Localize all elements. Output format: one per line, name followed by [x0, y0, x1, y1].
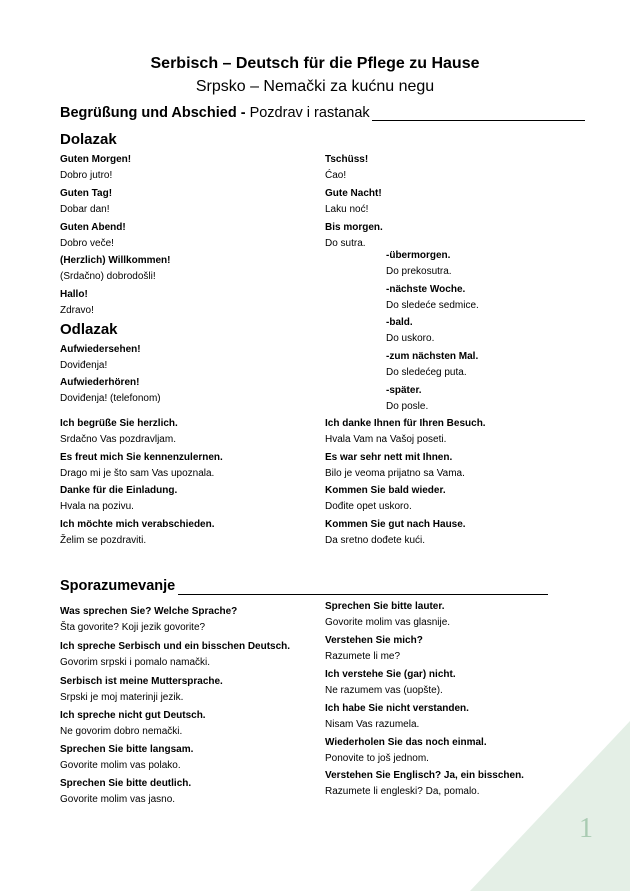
subheading-dolazak: Dolazak	[60, 131, 117, 148]
phrase-de: Ich habe Sie nicht verstanden.	[325, 703, 469, 714]
phrase-sr: Govorite molim vas jasno.	[60, 794, 176, 805]
list-item	[60, 674, 320, 706]
list-item	[325, 735, 585, 767]
phrase-sr: Dobro jutro!	[60, 170, 113, 181]
list-item	[60, 742, 320, 774]
list-item	[325, 667, 585, 699]
list-item	[325, 416, 585, 448]
phrase-sr: Bilo je veoma prijatno sa Vama.	[325, 468, 465, 479]
phrase-sr: Srdačno Vas pozdravljam.	[60, 434, 176, 445]
list-item	[60, 776, 320, 808]
phrase-de: -nächste Woche.	[386, 284, 466, 295]
phrase-sr: Drago mi je što sam Vas upoznala.	[60, 468, 215, 479]
phrase-sr: Dođite opet uskoro.	[325, 501, 412, 512]
phrase-sr: Ćao!	[325, 170, 347, 181]
section-heading-greeting	[60, 105, 370, 121]
list-item	[325, 186, 585, 218]
section-heading-greeting-de: Begrüßung und Abschied -	[60, 105, 246, 121]
list-item	[325, 517, 585, 549]
phrase-sr: Do sledećeg puta.	[386, 367, 467, 378]
list-item	[325, 450, 585, 482]
phrase-de: Kommen Sie gut nach Hause.	[325, 519, 466, 530]
phrase-de: Hallo!	[60, 289, 88, 300]
list-item	[325, 633, 585, 665]
section-heading-rule	[372, 120, 585, 121]
list-item	[60, 450, 320, 482]
phrase-de: Guten Tag!	[60, 188, 113, 199]
phrase-de: Guten Morgen!	[60, 154, 132, 165]
phrase-de: Ich verstehe Sie (gar) nicht.	[325, 669, 456, 680]
phrase-de: -übermorgen.	[386, 250, 451, 261]
phrase-sr: Razumete li engleski? Da, pomalo.	[325, 786, 480, 797]
phrase-sr: Želim se pozdraviti.	[60, 535, 147, 546]
phrase-sr: Šta govorite? Koji jezik govorite?	[60, 622, 206, 633]
phrase-de: Es war sehr nett mit Ihnen.	[325, 452, 453, 463]
list-item	[60, 639, 320, 671]
phrase-de: -zum nächsten Mal.	[386, 351, 479, 362]
phrase-de: -bald.	[386, 317, 413, 328]
phrase-de: Bis morgen.	[325, 222, 383, 233]
phrase-sr: Razumete li me?	[325, 651, 401, 662]
phrase-de: Aufwiedersehen!	[60, 344, 141, 355]
list-item	[60, 152, 320, 184]
list-item	[325, 768, 585, 800]
phrase-sr: Ne govorim dobro nemački.	[60, 726, 183, 737]
subheading-odlazak: Odlazak	[60, 321, 118, 338]
phrase-de: Wiederholen Sie das noch einmal.	[325, 737, 487, 748]
phrase-de: Ich möchte mich verabschieden.	[60, 519, 215, 530]
list-item	[60, 375, 320, 407]
list-item	[60, 416, 320, 448]
list-item	[325, 599, 585, 631]
phrase-sr: Zdravo!	[60, 305, 94, 316]
phrase-sr: Do prekosutra.	[386, 266, 452, 277]
phrase-sr: (Srdačno) dobrodošli!	[60, 271, 156, 282]
phrase-de: Verstehen Sie Englisch? Ja, ein bisschen.	[325, 770, 524, 781]
phrase-de: Ich begrüße Sie herzlich.	[60, 418, 178, 429]
list-item	[60, 604, 320, 636]
phrase-de: -später.	[386, 385, 422, 396]
phrase-sr: Dobro veče!	[60, 238, 114, 249]
list-item	[60, 186, 320, 218]
list-item	[60, 287, 320, 319]
phrase-de: Sprechen Sie bitte lauter.	[325, 601, 445, 612]
phrase-de: Guten Abend!	[60, 222, 126, 233]
section-heading-communication: Sporazumevanje	[60, 578, 176, 594]
page-number: 1	[579, 813, 593, 844]
phrase-sr: Da sretno dođete kući.	[325, 535, 426, 546]
section-heading-greeting-sr: Pozdrav i rastanak	[245, 105, 370, 121]
phrase-sr: Doviđenja!	[60, 360, 108, 371]
phrase-de: Verstehen Sie mich?	[325, 635, 423, 646]
phrase-sr: Ponovite to još jednom.	[325, 753, 429, 764]
phrase-de: Serbisch ist meine Muttersprache.	[60, 676, 223, 687]
list-item	[386, 282, 586, 314]
section-heading-rule	[178, 594, 548, 595]
list-item	[386, 349, 586, 381]
list-item	[60, 220, 320, 252]
phrase-de: (Herzlich) Willkommen!	[60, 255, 171, 266]
phrase-de: Es freut mich Sie kennenzulernen.	[60, 452, 223, 463]
phrase-de: Sprechen Sie bitte deutlich.	[60, 778, 192, 789]
phrase-sr: Govorim srpski i pomalo namački.	[60, 657, 211, 668]
list-item	[60, 253, 320, 285]
list-item	[386, 248, 586, 280]
phrase-sr: Do posle.	[386, 401, 429, 412]
phrase-de: Ich spreche Serbisch und ein bisschen Deutsch.	[60, 641, 291, 652]
list-item	[325, 701, 585, 733]
phrase-de: Was sprechen Sie? Welche Sprache?	[60, 606, 238, 617]
phrase-de: Ich danke Ihnen für Ihren Besuch.	[325, 418, 486, 429]
phrase-de: Danke für die Einladung.	[60, 485, 178, 496]
page-subtitle: Srpsko – Nemački za kućnu negu	[195, 78, 435, 95]
list-item	[386, 315, 586, 347]
phrase-de: Sprechen Sie bitte langsam.	[60, 744, 194, 755]
phrase-de: Tschüss!	[325, 154, 369, 165]
list-item	[325, 483, 585, 515]
phrase-de: Aufwiederhören!	[60, 377, 140, 388]
phrase-sr: Govorite molim vas glasnije.	[325, 617, 451, 628]
list-item	[60, 517, 320, 549]
phrase-sr: Do sledeće sedmice.	[386, 300, 479, 311]
phrase-sr: Srpski je moj materinji jezik.	[60, 692, 184, 703]
list-item	[60, 708, 320, 740]
phrase-de: Ich spreche nicht gut Deutsch.	[60, 710, 206, 721]
phrase-sr: Hvala na pozivu.	[60, 501, 134, 512]
phrase-de: Gute Nacht!	[325, 188, 382, 199]
phrase-sr: Ne razumem vas (uopšte).	[325, 685, 443, 696]
list-item	[60, 483, 320, 515]
phrase-sr: Dobar dan!	[60, 204, 110, 215]
list-item	[386, 383, 586, 415]
phrase-sr: Govorite molim vas polako.	[60, 760, 181, 771]
phrase-sr: Laku noć!	[325, 204, 369, 215]
phrase-sr: Nisam Vas razumela.	[325, 719, 420, 730]
phrase-sr: Do uskoro.	[386, 333, 435, 344]
list-item	[60, 342, 320, 374]
list-item	[325, 152, 585, 184]
phrase-sr: Do sutra.	[325, 238, 366, 249]
phrase-sr: Doviđenja! (telefonom)	[60, 393, 161, 404]
phrase-sr: Hvala Vam na Vašoj poseti.	[325, 434, 447, 445]
page-title: Serbisch – Deutsch für die Pflege zu Hause	[150, 55, 480, 72]
phrase-de: Kommen Sie bald wieder.	[325, 485, 446, 496]
